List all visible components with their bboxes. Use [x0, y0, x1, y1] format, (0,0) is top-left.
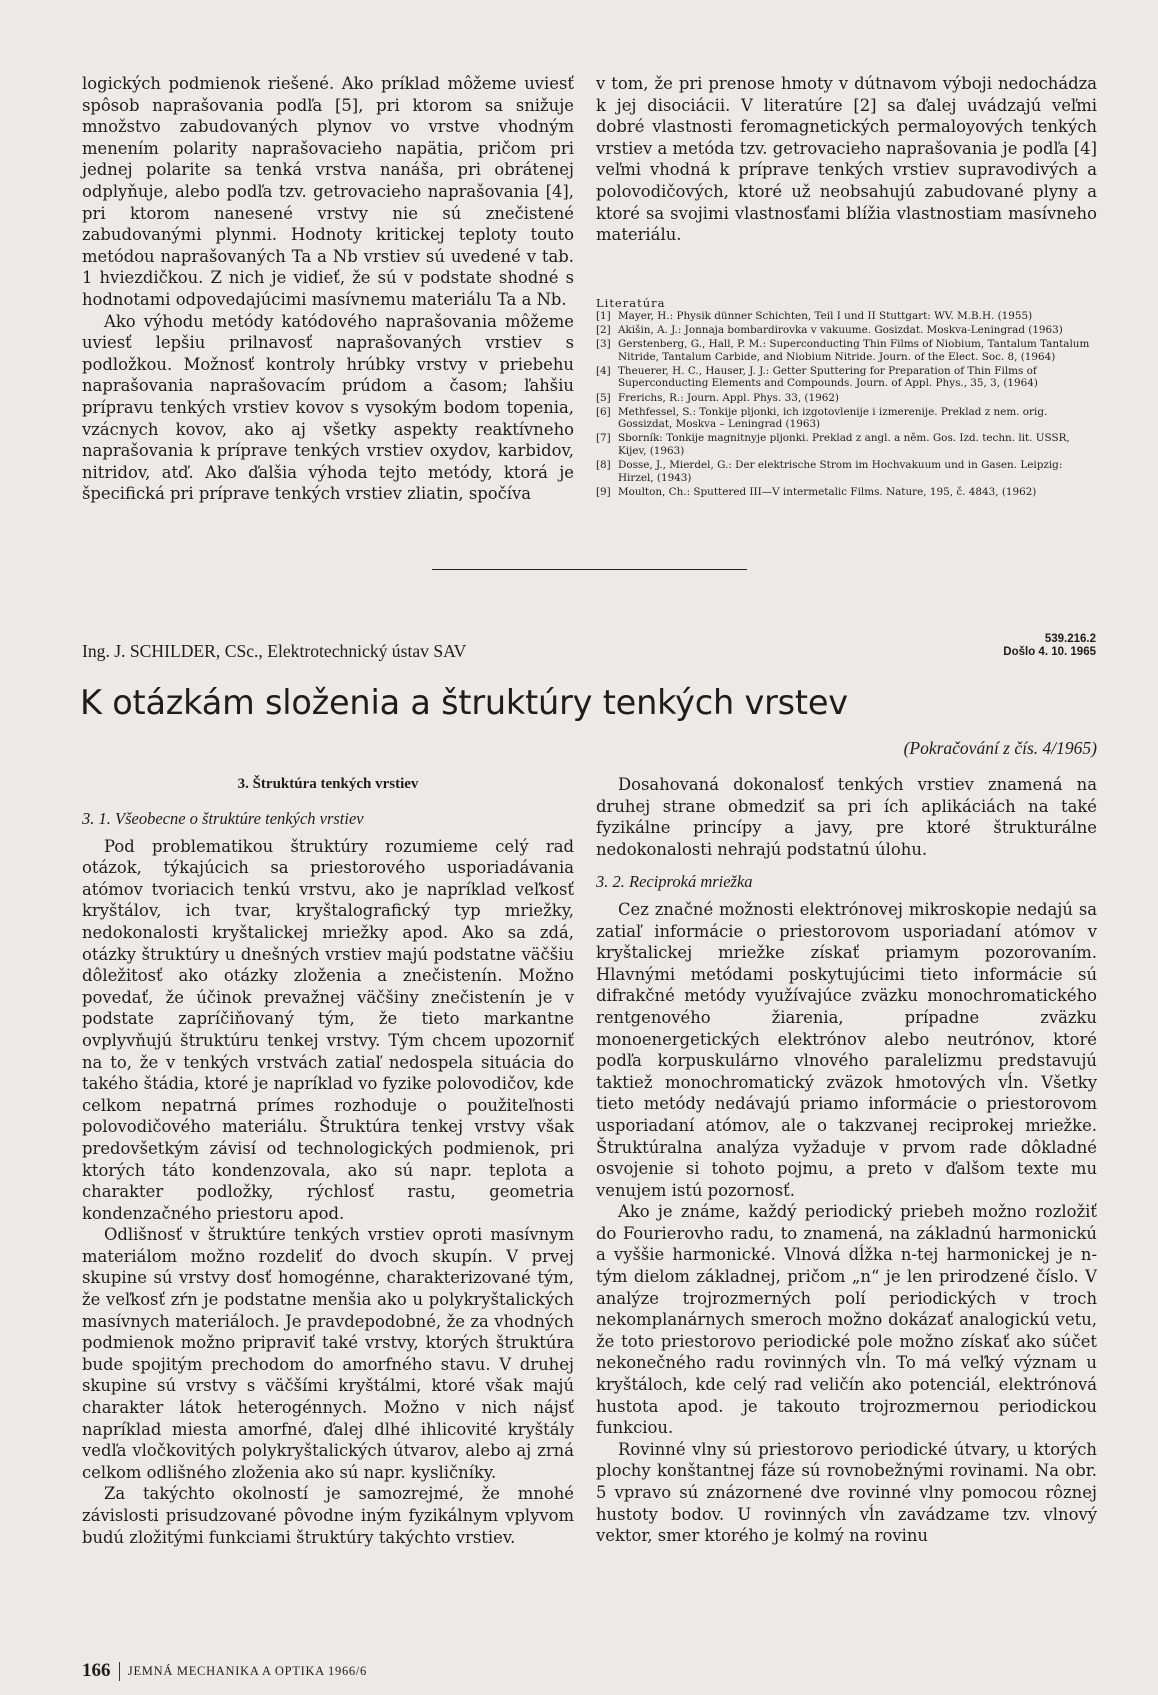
received-date: Došlo 4. 10. 1965 [1003, 646, 1096, 658]
reference-item: [9] Moulton, Ch.: Sputtered III—V intermetalic Films. Nature, 195, č. 4843, (1962) [596, 485, 1037, 498]
footer-separator [119, 1662, 120, 1681]
reference-item: [7] Sborník: Tonkije magnitnyje pljonki. Preklad z angl. a něm. Gos. Izd. techn. lit. USSR, Kijev, (1963) [596, 432, 1070, 457]
paragraph: Odlišnosť v štruktúre tenkých vrstiev oproti masívnym materiálom možno rozdeliť do dvoch skupín. V prvej skupine sú vrstvy dosť homogénne, charakterizované tým, že veľkosť zŕn je podstatne menšia ako u polykryštalických masívnych materiáloch. Je pravdepodobné, že za vhodných podmienok možno pripraviť také vrstvy, ktorých štruktúra bude spojitým prechodom do amorfného stavu. V druhej skupine sú vrstvy s väčšími kryštálmi, ktoré však majú charakter látok heterogénnych. Možno v nich nájsť napríklad miesta amorfné, ďalej dlhé ihlicovité kryštály vedľa vločkovitých polykryštalických útvarov, alebo aj zrná celkom odlišného zloženia ako sú napr. kysličníky. [82, 1225, 574, 1482]
page-footer [82, 1660, 367, 1682]
section-heading: 3. Štruktúra tenkých vrstiev [237, 776, 419, 792]
reference-item: [6] Methfessel, S.: Tonkije pljonki, ich izgotovlenije i izmerenije. Preklad z nem. orig. Gossizdat, Moskva – Leningrad (1963) [596, 405, 1048, 431]
reference-item: [8] Dosse, J., Mierdel, G.: Der elektrische Strom im Hochvakuum und in Gasen. Leipzig: Hirzel, (1943) [596, 459, 1063, 484]
reference-item: [4] Theuerer, H. C., Hauser, J. J.: Getter Sputtering for Preparation of Thin Films of Superconducting Elements and Compounds. Journ. of Appl. Phys., 35, 3, (1964) [596, 364, 1038, 390]
journal-name: JEMNÁ MECHANIKA A OPTIKA 1966/6 [127, 1663, 367, 1678]
bottom-left-column [82, 808, 574, 1548]
udc-code: 539.216.2 [1044, 633, 1096, 645]
reference-item: [1] Mayer, H.: Physik dünner Schichten, Teil I und II Stuttgart: WV. M.B.H. (1955) [596, 310, 1033, 322]
reference-item: [2] Akišin, A. J.: Jonnaja bombardirovka v vakuume. Gosizdat. Moskva-Leningrad (1963) [596, 324, 1063, 337]
udc-block [1003, 633, 1096, 659]
literature-heading: Literatúra [596, 296, 666, 310]
article-divider [432, 569, 747, 570]
paragraph: Pod problematikou štruktúry rozumieme celý rad otázok, týkajúcich sa priestorového usporiadávania atómov tvoriacich tenkú vrstvu, ako je napríklad veľkosť kryštálov, ich tvar, kryštalografický typ mriežky, nedokonalosti kryštalickej mriežky apod. Ako sa zdá, otázky štruktúry u dnešných vrstiev majú podstatne väčšiu dôležitosť ako otázky zloženia a znečistenín. Možno povedať, že účinok prevažnej väčšiny znečistenín je v podstate zapríčiňovaný tým, že tieto markantne ovplyvňujú štruktúru tenkej vrstvy. Tým chcem upozorniť na to, že v tenkých vrstvách zatiaľ nedospela situácia do takého štádia, ktoré je napríklad vo fyzike polovodičov, kde celkom nepatrná prímes rozhoduje o použiteľnosti polovodičového materiálu. Štruktúra tenkej vrstvy však predovšetkým závisí od technologických podmienok, pri ktorých táto kondenzovala, ako sú napr. teplota a charakter podložky, rýchlosť rastu, geometria kondenzačného priestoru apod. [82, 836, 574, 1223]
bottom-right-column [596, 774, 1097, 1547]
subsection-heading: 3. 1. Všeobecne o štruktúre tenkých vrstiev [82, 809, 364, 828]
reference-item: [3] Gerstenberg, G., Hall, P. M.: Superconducting Thin Films of Niobium, Tantalum Tantalum Nitride, Tantalum Carbide, and Niobium Nitride. Journ. of the Elect. Soc. 8, (1964) [596, 338, 1090, 363]
paragraph: Ako výhodu metódy katódového naprašovania môžeme uviesť lepšiu prilnavosť naprašovaných vrstiev s podložkou. Možnosť kontroly hrúbky vrstvy v priebehu naprašovania naprašovacím prúdom a časom; ľahšiu prípravu tenkých vrstiev kovov s vysokým bodom topenia, vzácnych kovov, ako aj všetky aspekty reaktívneho naprašovania k príprave tenkých vrstiev oxydov, karbidov, nitridov, atď. Ako ďalšia výhoda tejto metódy, ktorá je špecifická pri príprave tenkých vrstiev zliatin, spočíva [82, 311, 574, 504]
subsection-heading: 3. 2. Reciproká mriežka [596, 872, 753, 892]
continued-note: (Pokračování z čís. 4/1965) [903, 738, 1097, 758]
article-title: K otázkám složenia a štruktúry tenkých vrstev [80, 683, 848, 722]
reference-item: [5] Frerichs, R.: Journ. Appl. Phys. 33, (1962) [596, 391, 839, 404]
paragraph: Ako je známe, každý periodický priebeh možno rozložiť do Fourierovho radu, to znamená, na základnú harmonickú a vyššie harmonické. Vlnová dĺžka n-tej harmonickej je n-tým dielom základnej, pričom „n“ je len prirodzené číslo. V analýze trojrozmerných polí periodických v troch nekomplanárnych smeroch možno dokázať analogickú vetu, že toto priestorovo periodické pole možno získať ako súčet nekonečného radu rovinných vĺn. To má veľký význam u kryštáloch, kde celý rad veličín ako potenciál, elektrónová hustota apod. je takouto trojrozmernou periodickou funkciou. [596, 1202, 1097, 1438]
page-number: 166 [82, 1660, 111, 1681]
paragraph: Za takýchto okolností je samozrejmé, že mnohé závislosti prisudzované pôvodne iným fyzikálnym vplyvom budú zložitými funkciami štruktúry takýchto vrstiev. [82, 1484, 574, 1547]
paragraph: Rovinné vlny sú priestorovo periodické útvary, u ktorých plochy konštantnej fáze sú rovnobežnými rovinami. Na obr. 5 vpravo sú znázornené dve rovinné vlny pomocou rôznej hustoty bodov. U rovinných vĺn zavádzame tzv. vlnový vektor, smer ktorého je kolmý na rovinu [596, 1439, 1097, 1546]
paragraph: Cez značné možnosti elektrónovej mikroskopie nedajú sa zatiaľ informácie o priestorovom usporiadaní atómov v kryštalickej mriežke získať priamym pozorovaním. Hlavnými metódami poskytujúcimi tieto informácie sú difrakčné metódy využívajúce zväzku monochromatického rentgenového žiarenia, prípadne zväzku monoenergetických elektrónov alebo neutrónov, ktoré podľa korpuskulárno vlnového paralelizmu predstavujú taktiež monochromatický zväzok hmotových vĺn. Všetky tieto metódy nedávajú priamo informácie o priestorovom usporiadaní atómov, ale o takzvanej reciprokej mriežke. Štruktúralna analýza vyžaduje v prvom rade dôkladné osvojenie si tohoto pojmu, a preto v ďalšom texte mu venujem istú pozornosť. [596, 899, 1097, 1200]
literature-section [596, 296, 1097, 500]
paragraph: v tom, že pri prenose hmoty v dútnavom výboji nedochádza k jej disociácii. V literatúre [2] sa ďalej uvádzajú veľmi dobré vlastnosti feromagnetických permaloyových tenkých vrstiev a metóda tzv. getrovacieho naprašovania je podľa [4] veľmi vhodná k príprave tenkých vrstiev supravodivých a polovodičových, ktoré už neobsahujú zabudované plyny a ktoré sa svojimi vlastnosťami blížia vlastnostiam masívneho materiálu. [596, 74, 1097, 245]
paragraph: logických podmienok riešené. Ako príklad môžeme uviesť spôsob naprašovania podľa [5], pri ktorom sa snižuje množstvo zabudovaných plynov vo vrstve vhodným menením polarity naprašovacieho napätia, pričom pri jednej polarite sa tenká vrstva nanáša, pri obrátenej odplyňuje, alebo podľa tzv. getrovacieho naprašovania [4], pri ktorom nanesené vrstvy nie sú znečistené zabudovanými plynmi. Hodnoty kritickej teploty touto metódou naprašovaných Ta a Nb vrstiev sú uvedené v tab. 1 hviezdičkou. Z nich je vidieť, že sú v podstate shodné s hodnotami odpovedajúcimi masívnemu materiálu Ta a Nb. [82, 74, 574, 309]
paragraph: Dosahovaná dokonalosť tenkých vrstiev znamená na druhej strane obmedziť sa pri ích aplikáciách na také fyzikálne princípy a javy, pre ktoré štrukturálne nedokonalosti nehrajú podstatnú úlohu. [596, 775, 1097, 859]
top-right-column [596, 73, 1097, 246]
top-left-column [82, 73, 574, 505]
author-line: Ing. J. SCHILDER, CSc., Elektrotechnický ústav SAV [82, 641, 467, 661]
